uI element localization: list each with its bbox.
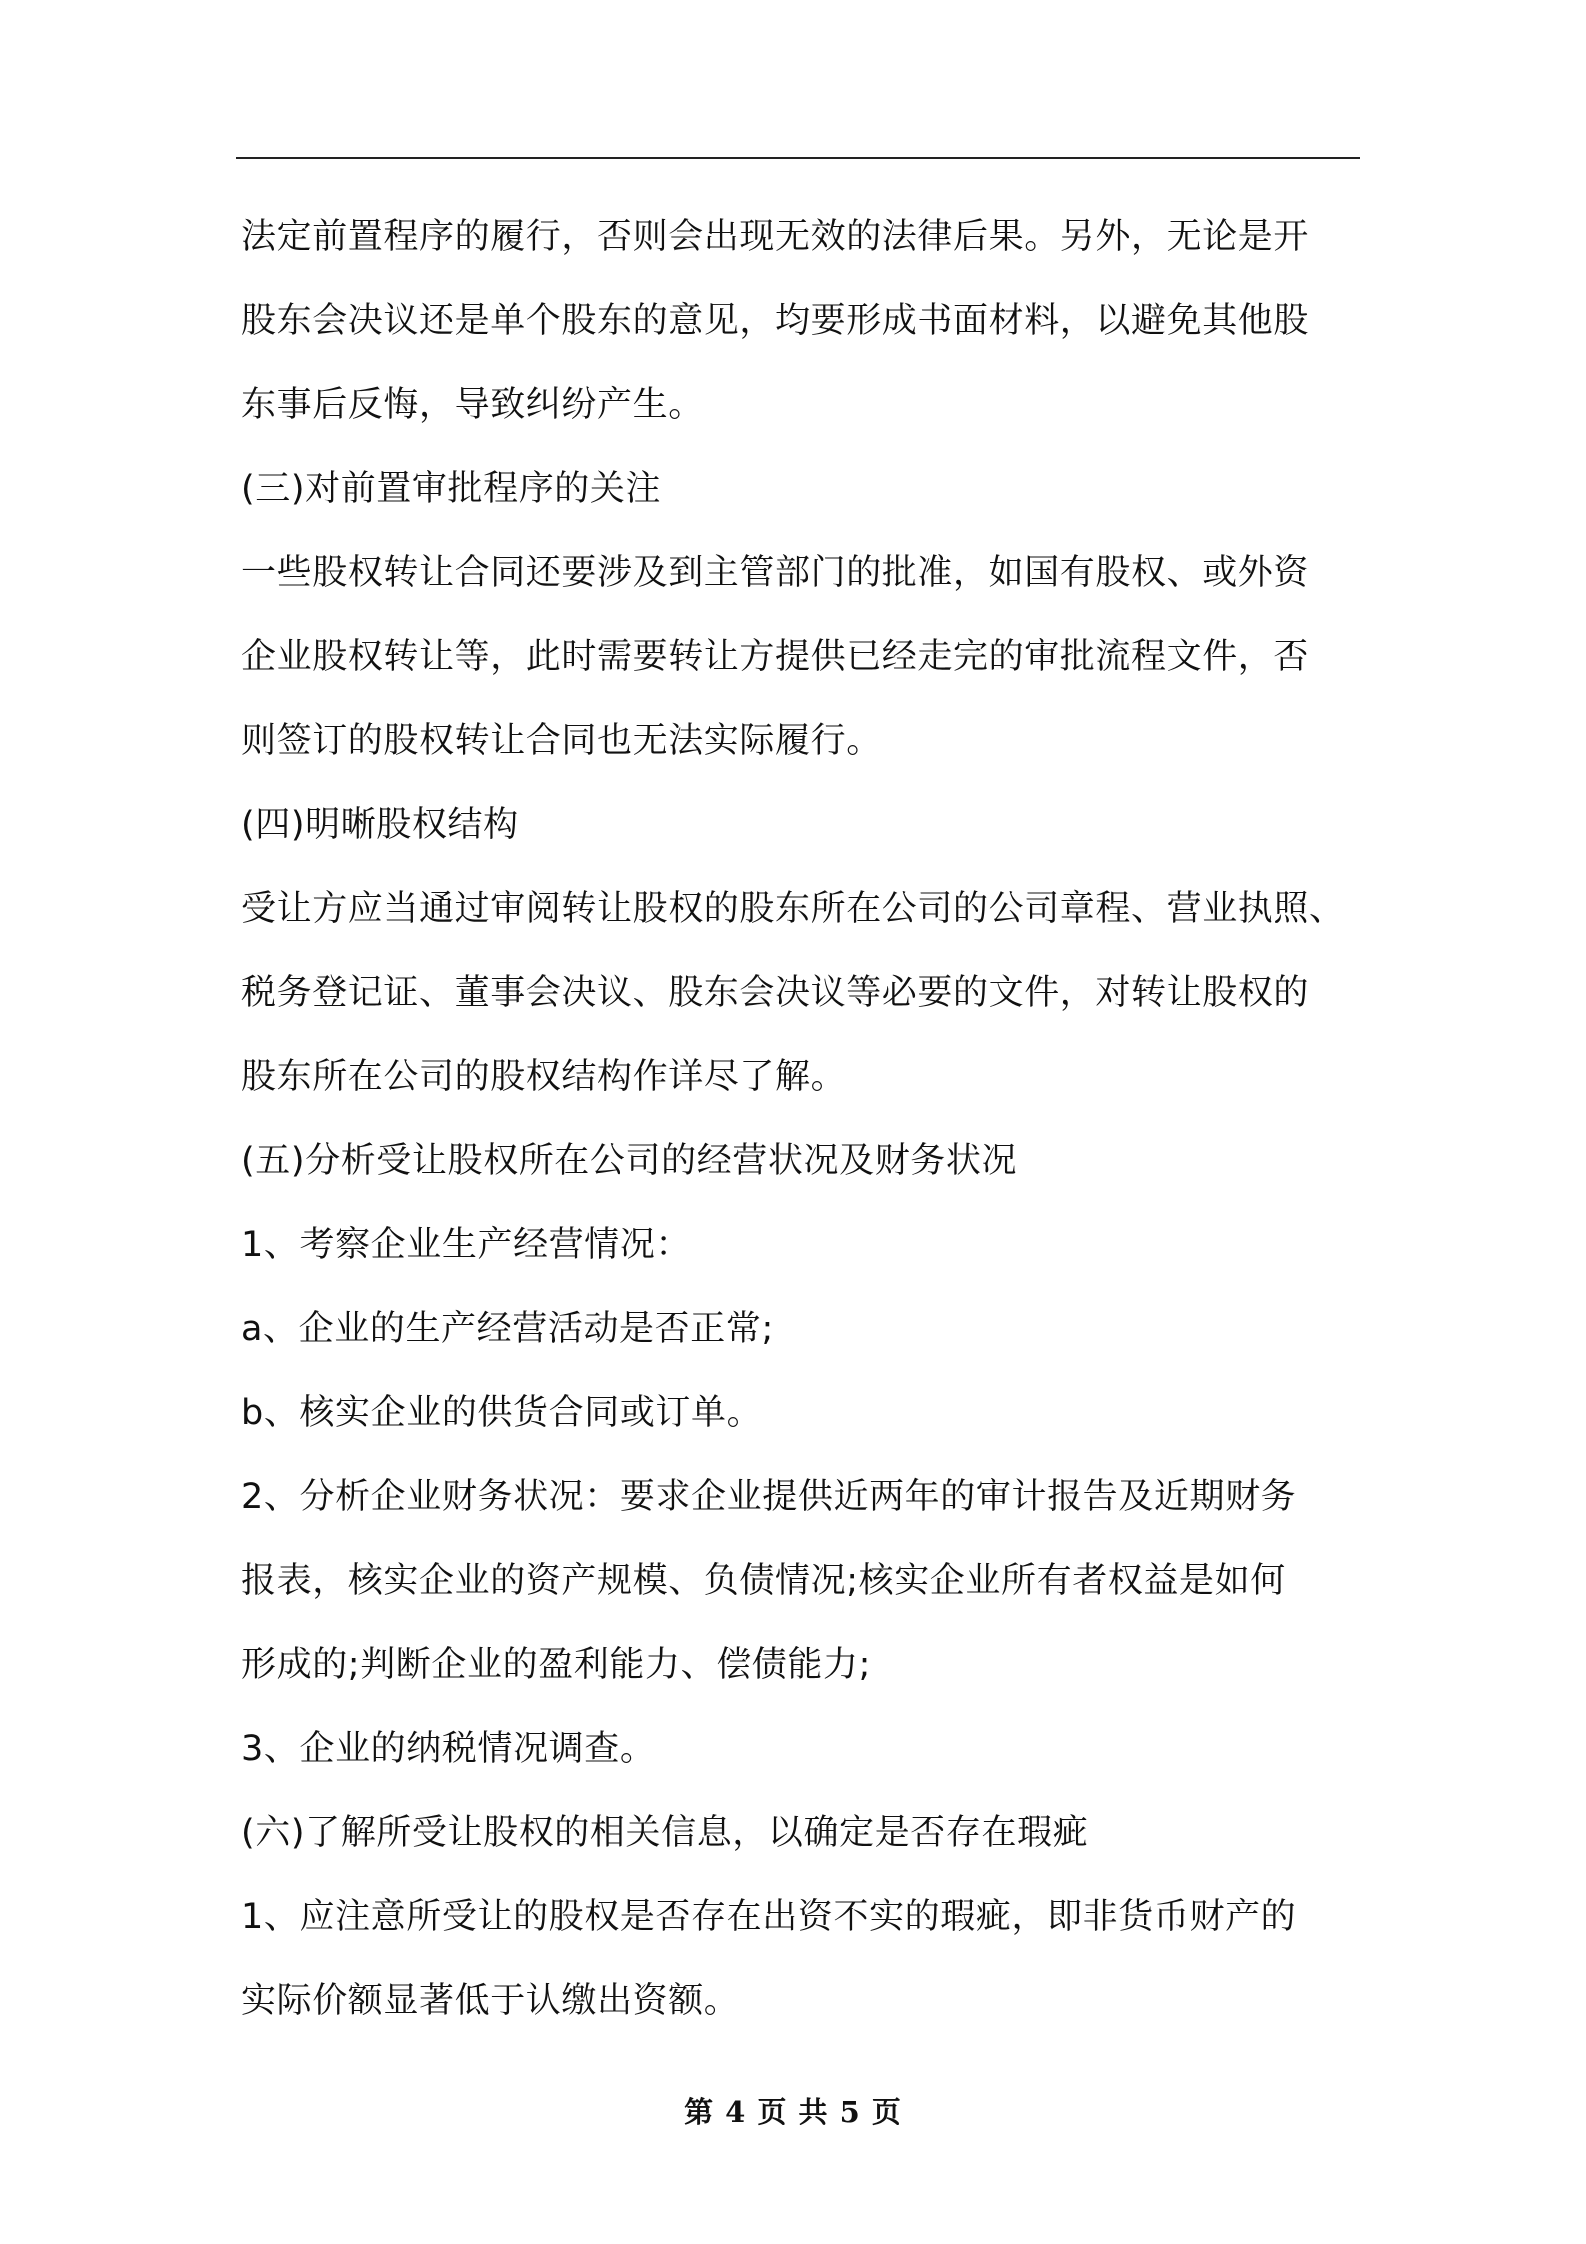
- text-line: 税务登记证、董事会决议、股东会决议等必要的文件，对转让股权的: [241, 973, 1310, 1013]
- page-number: 第 4 页 共 5 页: [684, 2095, 902, 2129]
- list-item: 1、应注意所受让的股权是否存在出资不实的瑕疵，即非货币财产的: [241, 1897, 1297, 1937]
- list-item: 2、分析企业财务状况：要求企业提供近两年的审计报告及近期财务: [241, 1477, 1297, 1517]
- list-item: b、核实企业的供货合同或订单。: [241, 1393, 763, 1433]
- list-item: 1、考察企业生产经营情况：: [241, 1225, 692, 1265]
- text-line: 股东会决议还是单个股东的意见，均要形成书面材料，以避免其他股: [241, 301, 1310, 341]
- text-line: 股东所在公司的股权结构作详尽了解。: [241, 1057, 847, 1097]
- text-line: 一些股权转让合同还要涉及到主管部门的批准，如国有股权、或外资: [241, 553, 1310, 593]
- section-heading: (六)了解所受让股权的相关信息，以确定是否存在瑕疵: [241, 1813, 1089, 1853]
- text-line: 报表，核实企业的资产规模、负债情况;核实企业所有者权益是如何: [241, 1561, 1286, 1601]
- section-heading: (四)明晰股权结构: [241, 805, 519, 845]
- text-line: 法定前置程序的履行，否则会出现无效的法律后果。另外，无论是开: [241, 217, 1310, 257]
- text-line: 受让方应当通过审阅转让股权的股东所在公司的公司章程、营业执照、: [241, 889, 1345, 929]
- header-rule: [236, 157, 1360, 159]
- document-body: [241, 195, 1366, 2043]
- section-heading: (三)对前置审批程序的关注: [241, 469, 662, 509]
- text-line: 企业股权转让等，此时需要转让方提供已经走完的审批流程文件，否: [241, 637, 1310, 677]
- list-item: 3、企业的纳税情况调查。: [241, 1729, 656, 1769]
- text-line: 东事后反悔，导致纠纷产生。: [241, 385, 704, 425]
- list-item: a、企业的生产经营活动是否正常;: [241, 1309, 774, 1349]
- section-heading: (五)分析受让股权所在公司的经营状况及财务状况: [241, 1141, 1018, 1181]
- text-line: 实际价额显著低于认缴出资额。: [241, 1981, 740, 2021]
- text-line: 形成的;判断企业的盈利能力、偿债能力;: [241, 1645, 871, 1685]
- text-line: 则签订的股权转让合同也无法实际履行。: [241, 721, 882, 761]
